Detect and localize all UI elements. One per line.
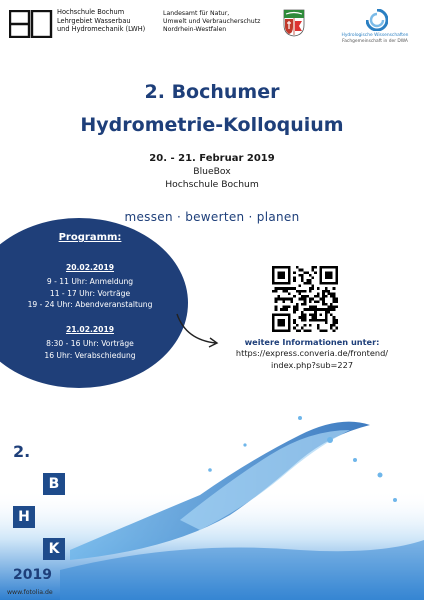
event-details <box>0 152 424 191</box>
lanuv-line: Nordrhein-Westfalen <box>163 26 227 33</box>
event-host: Hochschule Bochum <box>165 179 259 190</box>
program-item: 19 - 24 Uhr: Abendveranstaltung <box>27 300 153 310</box>
lanuv-line: Umwelt und Verbraucherschutz <box>163 18 261 25</box>
program-day1-date: 20.02.2019 <box>65 263 115 272</box>
event-venue: BlueBox <box>193 166 231 177</box>
bhk-letter-b: B <box>43 473 65 495</box>
hochschule-bochum-text <box>57 8 145 34</box>
qr-code[interactable] <box>272 266 338 332</box>
hw-name: Hydrologische Wissenschaften <box>341 33 409 38</box>
hochschule-bochum-logo <box>9 10 53 38</box>
image-credit: www.fotolia.de <box>7 589 53 596</box>
program-item: 8:30 - 16 Uhr: Vorträge <box>46 339 134 348</box>
program-item: 16 Uhr: Verabschiedung <box>44 350 136 360</box>
hsb-line: Hochschule Bochum <box>57 8 125 16</box>
program-day2-list <box>0 338 180 361</box>
program-day1-list <box>0 276 180 311</box>
hydrologische-wissenschaften-logo <box>366 9 388 31</box>
tagline: messen · bewerten · planen <box>124 210 300 224</box>
lanuv-line: Landesamt für Natur, <box>163 10 230 17</box>
bhk-letter-k: K <box>43 538 65 560</box>
water-splash-image <box>0 400 424 600</box>
program-item: 11 - 17 Uhr: Vorträge <box>49 288 131 298</box>
more-info-lead: weitere Informationen unter: <box>244 337 380 347</box>
info-url-line1[interactable]: https://express.converia.de/frontend/ <box>235 348 389 359</box>
event-title-line2: Hydrometrie-Kolloquium <box>80 114 344 136</box>
program-item: 9 - 11 Uhr: Anmeldung <box>46 277 134 286</box>
more-info <box>200 337 424 371</box>
nrw-coat-of-arms-logo <box>283 9 305 37</box>
info-url-line2[interactable]: index.php?sub=227 <box>270 359 354 370</box>
bhk-number: 2. <box>13 442 31 461</box>
program-day2-date: 21.02.2019 <box>65 325 115 334</box>
hw-subtitle: Fachgemeinschaft in der DWA <box>342 38 408 44</box>
lanuv-text <box>163 10 260 34</box>
bhk-letter-h: H <box>13 506 35 528</box>
hsb-line: Lehrgebiet Wasserbau <box>57 16 131 25</box>
hydrologische-wissenschaften-text <box>332 33 418 44</box>
event-date: 20. - 21. Februar 2019 <box>149 153 275 164</box>
bhk-year: 2019 <box>13 567 52 583</box>
event-title-line1: 2. Bochumer <box>144 81 280 103</box>
program-heading: Programm: <box>58 232 122 243</box>
hsb-line: und Hydromechanik (LWH) <box>57 25 146 34</box>
